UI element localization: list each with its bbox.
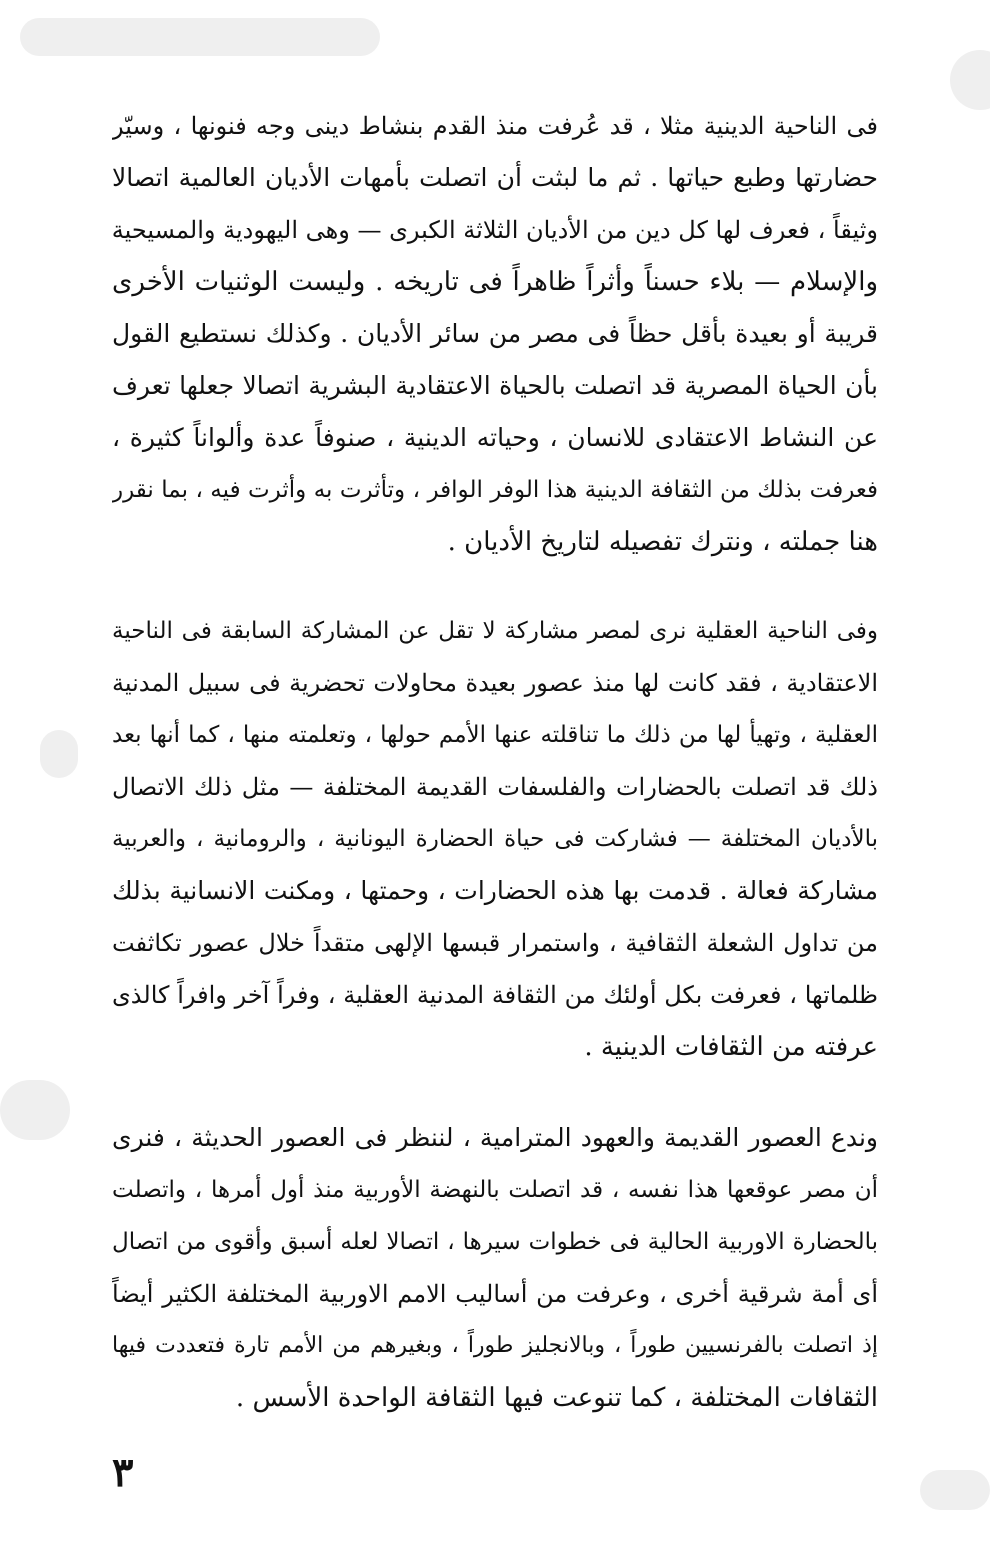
text-line: وندع العصور القديمة والعهود المترامية ، لننظر فى العصور الحديثة ، فنرى: [112, 1123, 878, 1152]
text-line: عرفته من الثقافات الدينية .: [584, 1032, 878, 1062]
text-line: مشاركة فعالة . قدمت بها هذه الحضارات ، وحمتها ، ومكنت الانسانية بذلك: [112, 876, 878, 905]
text-line: قريبة أو بعيدة بأقل حظاً فى مصر من سائر الأديان . وكذلك نستطيع القول: [112, 319, 878, 348]
text-line: فى الناحية الدينية مثلا ، قد عُرفت منذ القدم بنشاط دينى وجه فنونها ، وسيّر: [112, 112, 878, 140]
text-line: حضارتها وطبع حياتها . ثم ما لبثت أن اتصلت بأمهات الأديان العالمية اتصالا: [112, 163, 878, 192]
text-line: عن النشاط الاعتقادى للانسان ، وحياته الدينية ، صنوفاً عدة وألواناً كثيرة ،: [112, 423, 878, 452]
text-line: بالأديان المختلفة — فشاركت فى حياة الحضارة اليونانية ، والرومانية ، والعربية: [112, 826, 878, 852]
text-line: والإسلام — بلاء حسناً وأثراً ظاهراً فى تاريخه . وليست الوثنيات الأخرى: [112, 267, 878, 297]
text-line: الاعتقادية ، فقد كانت لها منذ عصور بعيدة محاولات تحضرية فى سبيل المدنية: [112, 669, 878, 697]
text-line: فعرفت بذلك من الثقافة الدينية هذا الوفر الوافر ، وتأثرت به وأثرت فيه ، بما نقرر: [112, 477, 878, 503]
paragraph-religious: [112, 100, 878, 568]
text-line: من تداول الشعلة الثقافية ، واستمرار قبسها الإلهى متقداً خلال عصور تكاثفت: [112, 929, 878, 957]
paragraph-intellectual: [112, 605, 878, 1073]
paragraph-modern: [112, 1112, 878, 1424]
text-line: ظلماتها ، فعرفت بكل أولئك من الثقافة المدنية العقلية ، وفراً آخر وافراً كالذى: [112, 981, 878, 1009]
text-line: بأن الحياة المصرية قد اتصلت بالحياة الاعتقادية البشرية اتصالا جعلها تعرف: [112, 371, 878, 400]
text-line: أى أمة شرقية أخرى ، وعرفت من أساليب الامم الاوربية المختلفة الكثير أيضاً: [112, 1280, 878, 1308]
text-line: وثيقاً ، فعرف لها كل دين من الأديان الثلاثة الكبرى — وهى اليهودية والمسيحية: [112, 216, 878, 244]
text-line: العقلية ، وتهيأ لها من ذلك ما تناقلته عنها الأمم حولها ، وتعلمته منها ، كما أنها بعد: [112, 722, 878, 748]
text-line: بالحضارة الاوربية الحالية فى خطوات سيرها ، اتصالا لعله أسبق وأقوى من اتصال: [112, 1229, 878, 1255]
text-line: أن مصر عوقعها هذا نفسه ، قد اتصلت بالنهضة الأوربية منذ أول أمرها ، واتصلت: [112, 1177, 878, 1203]
text-line: إذ اتصلت بالفرنسيين طوراً ، وبالانجليز طوراً ، وبغيرهم من الأمم تارة فتعددت فيها: [112, 1333, 878, 1358]
text-line: ذلك قد اتصلت بالحضارات والفلسفات القديمة المختلفة — مثل ذلك الاتصال: [112, 773, 878, 801]
text-line: وفى الناحية العقلية نرى لمصر مشاركة لا تقل عن المشاركة السابقة فى الناحية: [112, 618, 878, 644]
text-line: هنا جملته ، ونترك تفصيله لتاريخ الأديان .: [447, 527, 878, 557]
text-line: الثقافات المختلفة ، كما تنوعت فيها الثقافة الواحدة الأسس .: [235, 1383, 878, 1413]
page-number: ٣: [112, 1449, 134, 1496]
